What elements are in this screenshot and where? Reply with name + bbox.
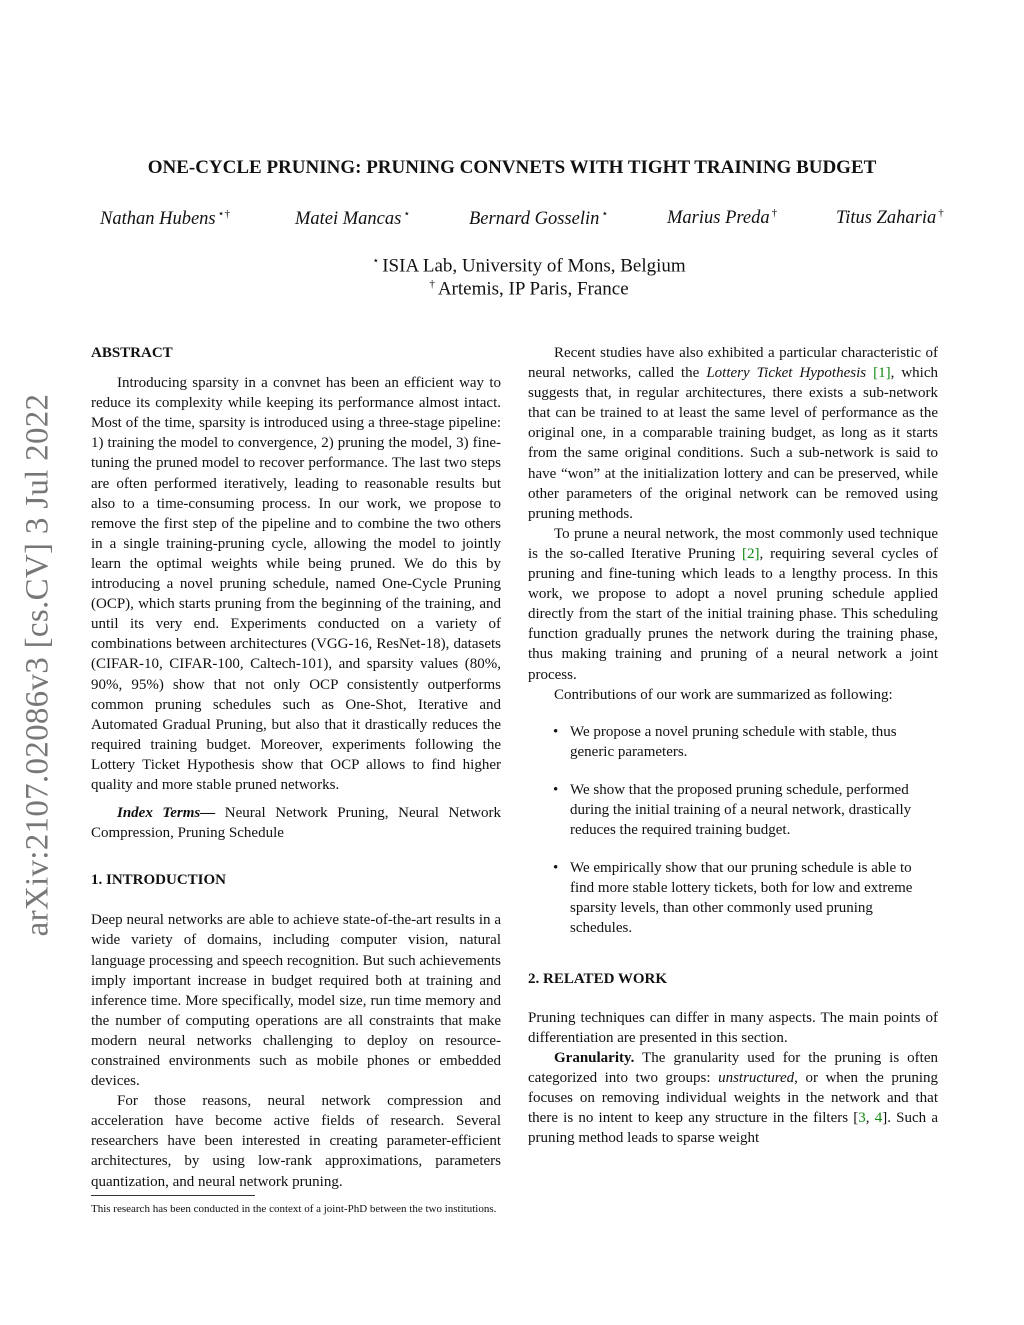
arxiv-identifier: arXiv:2107.02086v3 [cs.CV] 3 Jul 2022 — [19, 393, 56, 937]
contribution-list — [528, 722, 938, 939]
footnote: This research has been conducted in the context of a joint-PhD between the two institutions. — [91, 1202, 497, 1215]
intro-paragraph-5: Contributions of our work are summarized as following: — [554, 686, 893, 703]
abstract-text: Introducing sparsity in a convnet has been an efficient way to reduce its complexity while keeping its performance almost intact. Most of the time, sparsity is introduced using a three-stage pipeline: 1) training the model to convergence, 2) pruning the model, 3) fine-tuning the pruned model to recover performance. The last two steps are often performed iteratively, leading to reasonable results but also to a time-consuming process. In our work, we propose to remove the first step of the pipeline and to combine the two others in a single training-pruning cycle, allowing the model to jointly learn the optimal weights while being pruned. We do this by introducing a novel pruning schedule, named One-Cycle Pruning (OCP), which starts pruning from the beginning of the training, and until its very end. Experiments conducted on a variety of combinations between architectures (VGG-16, ResNet-18), datasets (CIFAR-10, CIFAR-100, Caltech-101), and sparsity values (80%, 90%, 95%) show that not only OCP consistently outperforms common pruning schedules such as One-Shot, Iterative and Automated Gradual Pruning, but also that it drastically reduces the required training budget. Moreover, experiments following the Lottery Ticket Hypothesis show that OCP allows to find higher quality and more stable pruned networks. — [91, 375, 501, 793]
affiliation-2: † Artemis, IP Paris, France — [429, 278, 629, 300]
list-item: • We propose a novel pruning schedule with stable, thus generic parameters. — [528, 722, 938, 762]
intro-paragraph-1: Deep neural networks are able to achieve state-of-the-art results in a wide variety of domains, including computer vision, natural language processing and speech recognition. But such achievements imply important increase in budget required both at training and inference time. More specifically, model size, run time memory and the number of computing operations are all constraints that make modern neural networks challenging to deploy on resource-constrained environments such as mobile phones or embedded devices. — [91, 912, 501, 1090]
left-column — [91, 343, 501, 1216]
citation-link-4[interactable]: 4 — [874, 1110, 883, 1127]
author-5: Titus Zaharia † — [836, 207, 944, 229]
right-column — [528, 343, 938, 1148]
arxiv-sidebar-stamp — [8, 370, 68, 960]
intro-paragraph-4: To prune a neural network, the most commonly used technique is the so-called Iterative Pruning [2], requiring several cycles of pruning and fine-tuning which leads to a lengthy process. In this work, we propose to adopt a novel pruning schedule applied directly from the start of the initial training phase. This scheduling function gradually prunes the network during the training phase, thus making training and pruning of a neural network a joint process. — [528, 525, 938, 683]
affiliation-1: ⋆ ISIA Lab, University of Mons, Belgium — [372, 255, 686, 277]
citation-link-3[interactable]: 3 — [858, 1110, 866, 1127]
footnote-rule — [91, 1195, 255, 1196]
citation-link-2[interactable]: [2] — [742, 545, 760, 562]
paper-title: ONE-CYCLE PRUNING: PRUNING CONVNETS WITH TIGHT TRAINING BUDGET — [147, 157, 877, 178]
author-1: Nathan Hubens ⋆† — [100, 208, 231, 230]
author-2: Matei Mancas ⋆ — [295, 208, 411, 230]
author-4: Marius Preda † — [667, 207, 778, 229]
related-paragraph-2: Granularity. The granularity used for the pruning is often categorized into two groups: unstructured, or when the pruning focuses on removing individual weights in the network and that there is no intent to keep any structure in the filters [3, 4]. Such a pruning method leads to sparse weight — [528, 1049, 938, 1147]
author-list — [88, 207, 968, 233]
citation-link-1[interactable]: [1] — [873, 365, 891, 382]
footnote-block — [91, 1195, 501, 1216]
intro-paragraph-3: Recent studies have also exhibited a particular characteristic of neural networks, called the Lottery Ticket Hypothesis [1], which suggests that, in regular architectures, there exists a sub-network that can be trained to at least the same level of performance as the original one, in a comparable training budget, as long as it starts from the same original conditions. Such a sub-network is said to have “won” at the initialization lottery and can be preserved, while other parameters of the original network can be removed using pruning methods. — [528, 345, 939, 522]
abstract-heading: ABSTRACT — [91, 345, 173, 361]
related-work-heading: 2. RELATED WORK — [528, 970, 668, 987]
list-item: • We show that the proposed pruning schedule, performed during the initial training of a neural network, drastically reduces the required training budget. — [528, 780, 938, 840]
list-item: • We empirically show that our pruning schedule is able to find more stable lottery tickets, both for low and extreme sparsity levels, than other commonly used pruning schedules. — [528, 858, 938, 938]
intro-paragraph-2: For those reasons, neural network compression and acceleration have become active fields of research. Several researchers have been interested in creating parameter-efficient architectures, by using low-rank approximations, parameters quantization, and neural network pruning. — [91, 1093, 501, 1190]
index-terms: Index Terms— Neural Network Pruning, Neural Network Compression, Pruning Schedule — [91, 805, 501, 842]
introduction-heading: 1. INTRODUCTION — [91, 872, 227, 889]
author-3: Bernard Gosselin ⋆ — [469, 208, 609, 230]
related-paragraph-1: Pruning techniques can differ in many aspects. The main points of differentiation are presented in this section. — [528, 1009, 938, 1046]
